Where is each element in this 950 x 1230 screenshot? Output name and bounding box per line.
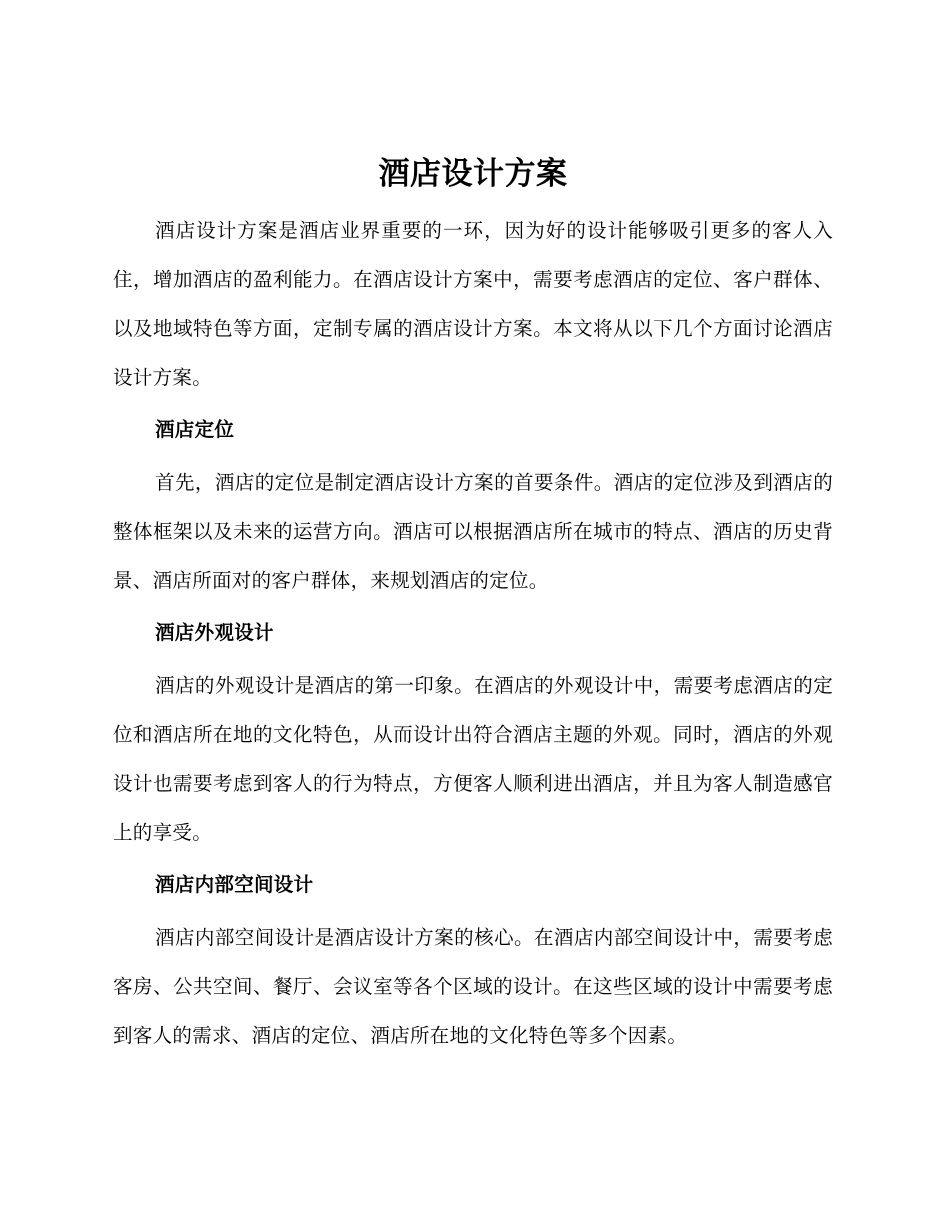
section-positioning	[113, 412, 833, 605]
intro-paragraph: 酒店设计方案是酒店业界重要的一环，因为好的设计能够吸引更多的客人入住，增加酒店的盈利能力。在酒店设计方案中，需要考虑酒店的定位、客户群体、以及地域特色等方面，定制专属的酒店设计方案。本文将从以下几个方面讨论酒店设计方案。	[113, 219, 833, 389]
section-heading: 酒店内部空间设计	[155, 873, 314, 896]
section-body: 酒店内部空间设计是酒店设计方案的核心。在酒店内部空间设计中，需要考虑客房、公共空间、餐厅、会议室等各个区域的设计。在这些区域的设计中需要考虑到客人的需求、酒店的定位、酒店所在地的文化特色等多个因素。	[113, 926, 833, 1047]
section-heading: 酒店外观设计	[155, 621, 274, 644]
section-body: 首先，酒店的定位是制定酒店设计方案的首要条件。酒店的定位涉及到酒店的整体框架以及未来的运营方向。酒店可以根据酒店所在城市的特点、酒店的历史背景、酒店所面对的客户群体，来规划酒店的定位。	[113, 471, 833, 592]
section-body: 酒店的外观设计是酒店的第一印象。在酒店的外观设计中，需要考虑酒店的定位和酒店所在地的文化特色，从而设计出符合酒店主题的外观。同时，酒店的外观设计也需要考虑到客人的行为特点，方便客人顺利进出酒店，并且为客人制造感官上的享受。	[113, 674, 833, 844]
section-exterior-design	[113, 615, 833, 857]
section-heading: 酒店定位	[155, 418, 235, 441]
document-title: 酒店设计方案	[378, 156, 568, 192]
section-interior-design	[113, 867, 833, 1060]
document-page	[113, 148, 833, 1060]
